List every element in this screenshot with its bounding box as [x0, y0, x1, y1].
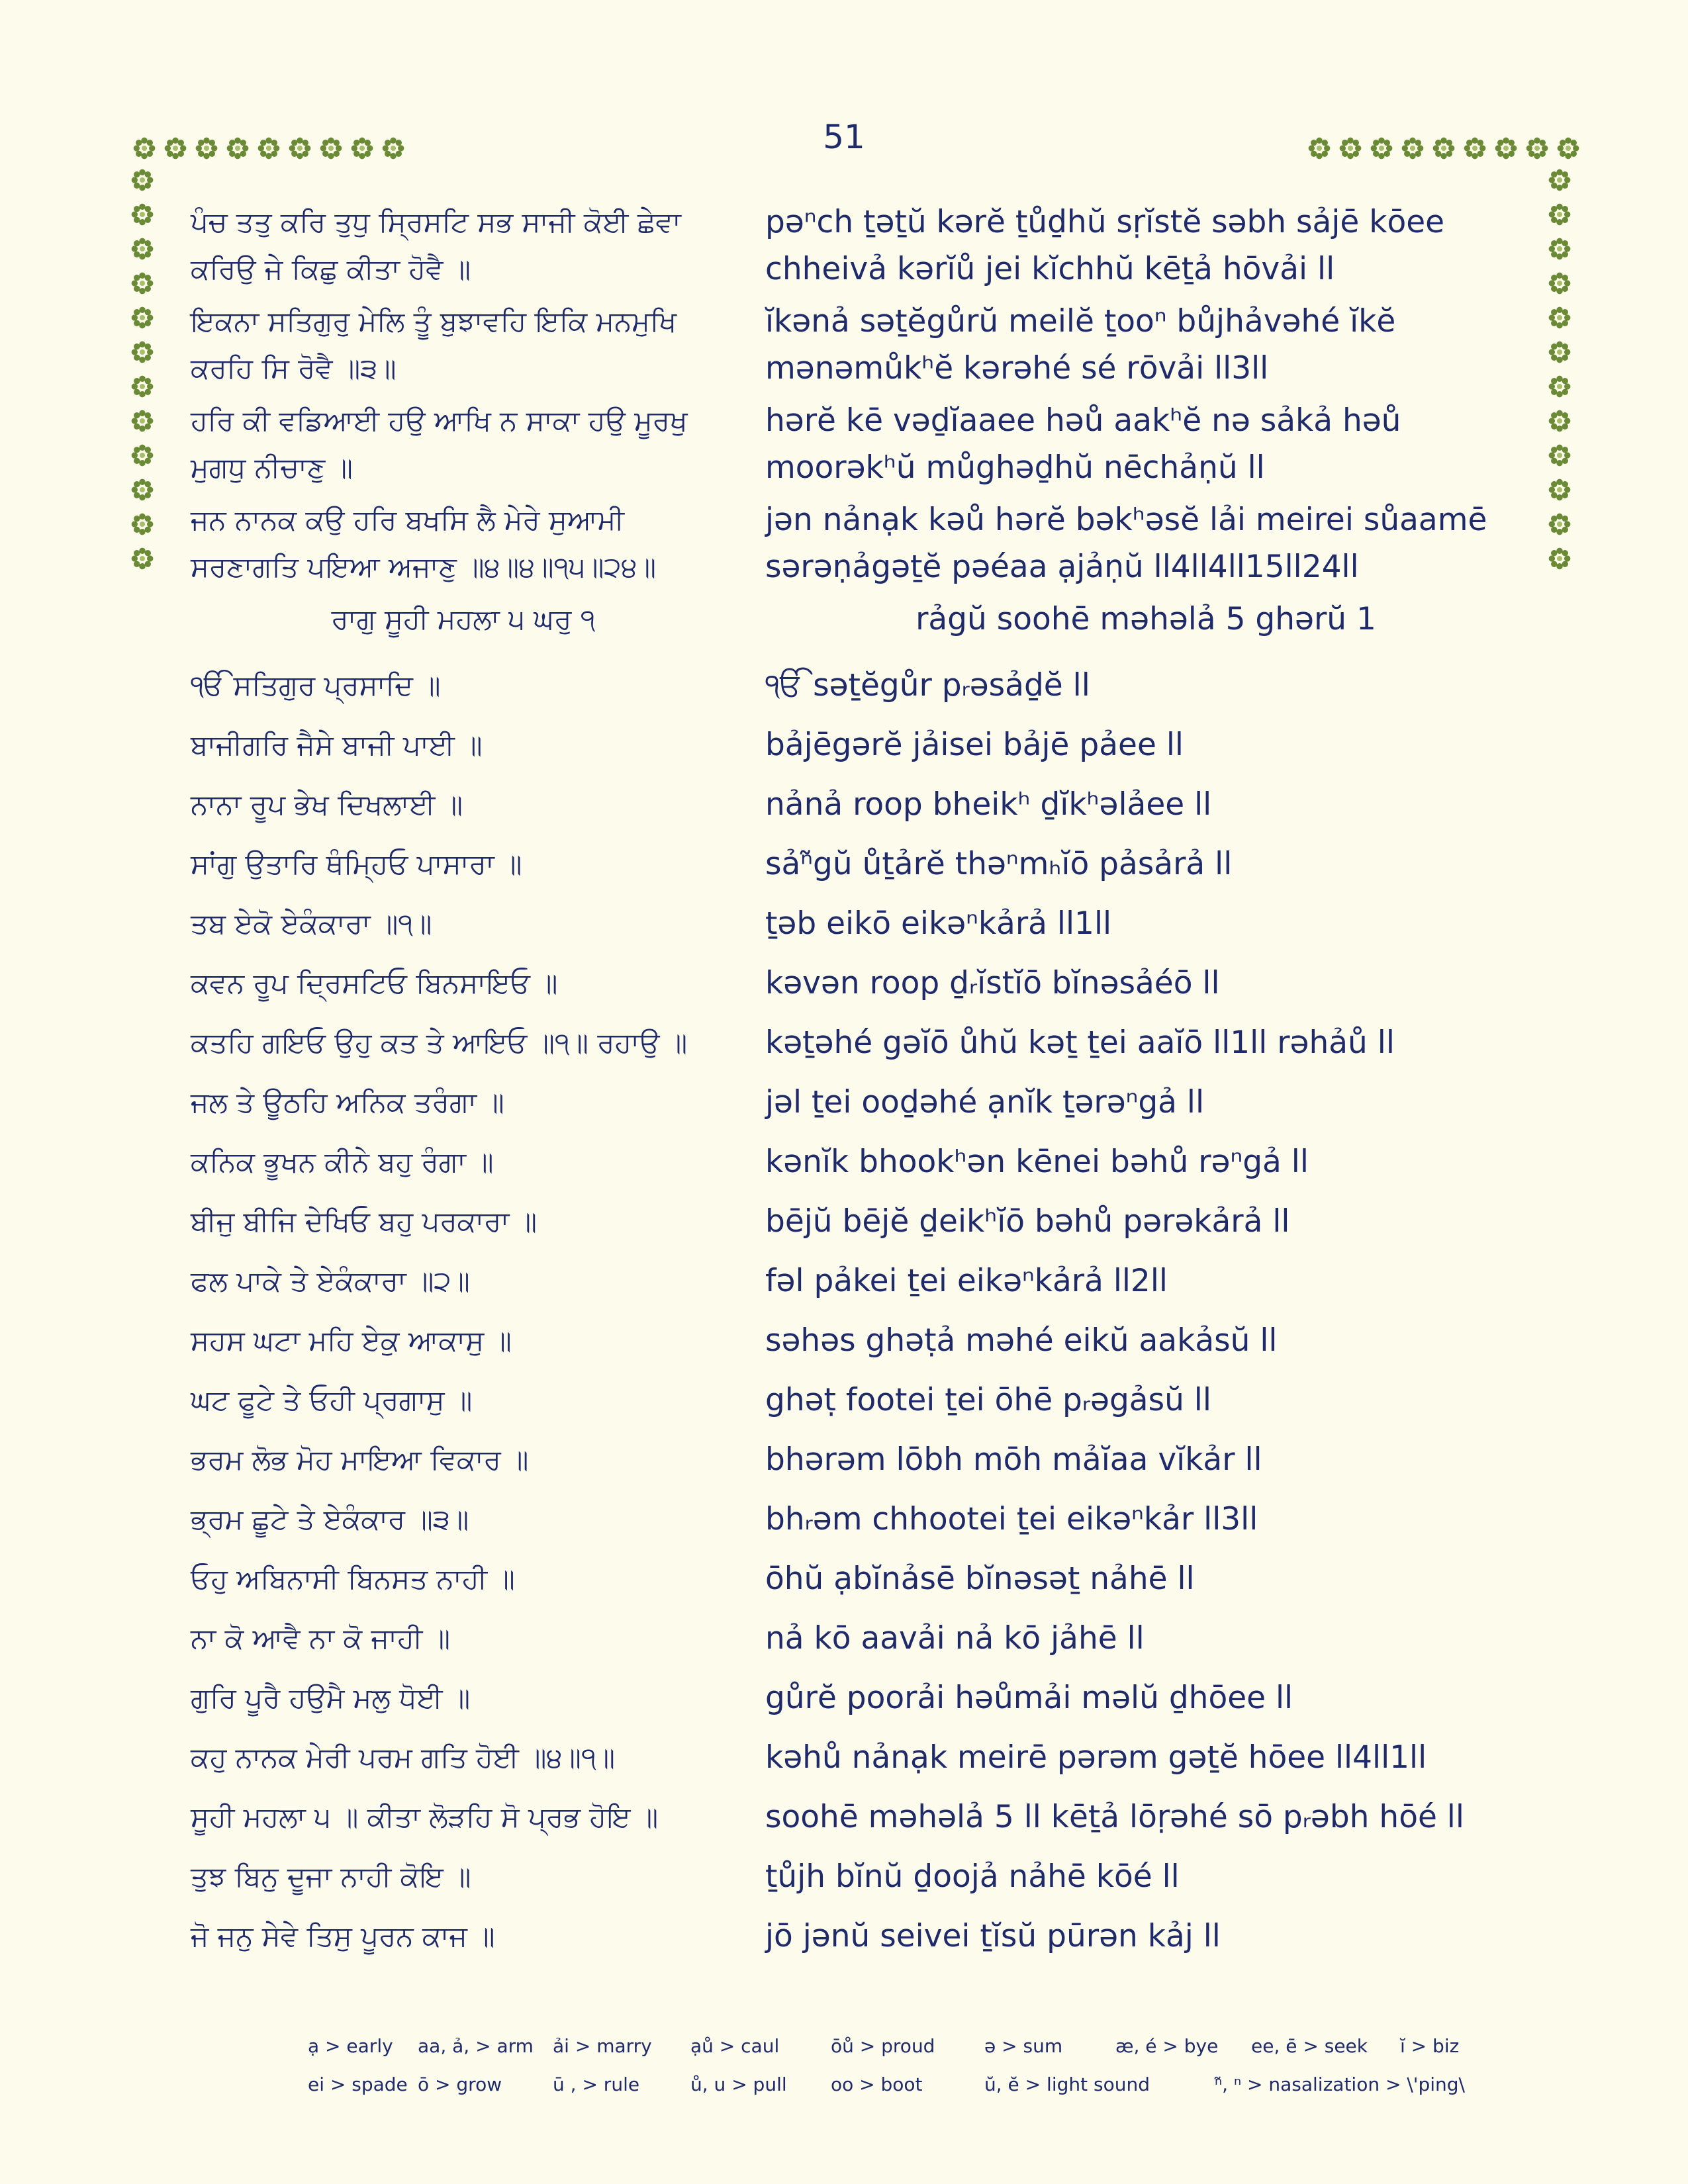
gurmukhi-line: ਨਾਨਾ ਰੂਪ ਭੇਖ ਦਿਖਲਾਈ ॥ [191, 788, 463, 821]
transliteration-text [765, 496, 1526, 590]
transliteration-line: gůrĕ poorải həůmải məlŭ ḏhōee ll [765, 1680, 1293, 1716]
green-flower-icon [1307, 136, 1331, 160]
transliteration-line: kəhů nảnạk meirē pərəm gəṯĕ hōee ll4ll1ll [765, 1739, 1427, 1776]
green-flower-icon [130, 340, 154, 364]
legend-item: ⁿ̃, ⁿ > nasalization > \'ping\ [1215, 2073, 1465, 2095]
legend-item: ạů > caul [690, 2035, 780, 2057]
green-flower-icon [1548, 340, 1571, 364]
transliteration-line: kəṯəhé gəĭō ůhŭ kəṯ ṯei aaĭō ll1ll rəhảů ll [765, 1024, 1395, 1061]
gurmukhi-line: ਸੂਹੀ ਮਹਲਾ ੫ ॥ ਕੀਤਾ ਲੋੜਹਿ ਸੋ ਪ੍ਰਭ ਹੋਇ ॥ [191, 1801, 659, 1833]
green-flower-icon [130, 443, 154, 467]
gurmukhi-line: ਇਕਨਾ ਸਤਿਗੁਰੁ ਮੇਲਿ ਤੂੰ ਬੁਝਾਵਹਿ ਇਕਿ ਮਨਮੁਖਿ [191, 305, 677, 338]
gurmukhi-line: ਹਰਿ ਕੀ ਵਡਿਆਈ ਹਉ ਆਖਿ ਨ ਸਾਕਾ ਹਉ ਮੂਰਖੁ [191, 404, 688, 437]
transliteration-line: bhərəm lōbh mōh mảĭaa vĭkảr ll [765, 1441, 1262, 1478]
gurmukhi-line: ਕਵਨ ਰੂਪ ਦ੍ਰਿਸਟਿਓ ਬਿਨਸਾਇਓ ॥ [191, 967, 558, 999]
gurmukhi-line: ਤਬ ਏਕੋ ਏਕੰਕਾਰਾ ॥੧॥ [191, 907, 432, 940]
legend-item: ū , > rule [553, 2073, 640, 2095]
green-flower-icon [130, 478, 154, 502]
legend-item: ĭ > biz [1400, 2035, 1460, 2057]
green-flower-icon [1370, 136, 1393, 160]
transliteration-line: bējŭ bējĕ ḏeikʰĭō bəhů pərəkảrả ll [765, 1203, 1290, 1240]
gurmukhi-line: ਨਾ ਕੋ ਆਵੈ ਨਾ ਕੋ ਜਾਹੀ ॥ [191, 1622, 451, 1655]
gurmukhi-line: ਪੰਚ ਤਤੁ ਕਰਿ ਤੁਧੁ ਸ੍ਰਿਸਟਿ ਸਭ ਸਾਜੀ ਕੋਈ ਛੇਵਾ [191, 206, 681, 238]
legend-item: ů, u > pull [690, 2073, 787, 2095]
transliteration-line: ghəṭ footei ṯei ōhē pᵣəgảsŭ ll [765, 1382, 1211, 1418]
green-flower-icon [130, 237, 154, 261]
transliteration-line: fəl pảkei ṯei eikəⁿkảrả ll2ll [765, 1263, 1168, 1299]
green-flower-icon [1548, 409, 1571, 433]
green-flower-icon [1432, 136, 1456, 160]
ornament-top-right [1307, 136, 1580, 160]
green-flower-icon [1463, 136, 1487, 160]
transliteration-line: bảjēgərĕ jảisei bảjē pảee ll [765, 727, 1184, 763]
green-flower-icon [1548, 203, 1571, 226]
transliteration-line: ੴ səṯĕgůr pᵣəsảḏĕ ll [765, 667, 1090, 704]
gurmukhi-line: ਓਹੁ ਅਬਿਨਾਸੀ ਬਿਨਸਤ ਨਾਹੀ ॥ [191, 1563, 515, 1595]
legend-item: ei > spade [308, 2073, 408, 2095]
gurmukhi-line: ਭਰਮ ਲੋਭ ਮੋਹ ਮਾਇਆ ਵਿਕਾਰ ॥ [191, 1443, 529, 1476]
transliteration-line: jən nảnạk kəů hərĕ bəkʰəsĕ lải meirei sůaamē [765, 502, 1487, 538]
gurmukhi-line: ਕਤਹਿ ਗਇਓ ਉਹੁ ਕਤ ਤੇ ਆਇਓ ॥੧॥ ਰਹਾਉ ॥ [191, 1026, 688, 1059]
page-number: 51 [823, 118, 865, 156]
green-flower-icon [1338, 136, 1362, 160]
gurmukhi-line: ਗੁਰਿ ਪੂਰੈ ਹਉਮੈ ਮਲੁ ਧੋਈ ॥ [191, 1682, 471, 1714]
green-flower-icon [130, 306, 154, 330]
transliteration-line: jō jənŭ seivei ṯĭsŭ pūrən kảj ll [765, 1918, 1221, 1954]
green-flower-icon [130, 547, 154, 570]
green-flower-icon [350, 136, 374, 160]
transliteration-line: mənəmůkʰĕ kərəhé sé rōvải ll3ll [765, 350, 1269, 387]
gurmukhi-text [191, 298, 733, 392]
transliteration-line: jəl ṯei ooḏəhé ạnĭk ṯərəⁿgả ll [765, 1084, 1205, 1120]
green-flower-icon [1548, 443, 1571, 467]
transliteration-line: kəvən roop ḏᵣĭstĭō bĭnəsảéō ll [765, 965, 1220, 1001]
green-flower-icon [319, 136, 343, 160]
transliteration-text [765, 298, 1526, 392]
gurmukhi-line: ਫਲ ਪਾਕੇ ਤੇ ਏਕੰਕਾਰਾ ॥੨॥ [191, 1265, 470, 1297]
transliteration-line: səhəs ghəṭả məhé eikŭ aakảsŭ ll [765, 1322, 1278, 1359]
gurmukhi-text [191, 397, 733, 491]
transliteration-line: nả kō aavải nả kō jảhē ll [765, 1620, 1145, 1657]
green-flower-icon [1548, 478, 1571, 502]
ornament-right-border [1548, 168, 1571, 570]
green-flower-icon [1494, 136, 1518, 160]
gurmukhi-line: ਭ੍ਰਮ ਛੂਟੇ ਤੇ ਏਕੰਕਾਰ ॥੩॥ [191, 1503, 469, 1535]
gurmukhi-line: ਕਰਿਉ ਜੇ ਕਿਛੁ ਕੀਤਾ ਹੋਵੈ ॥ [191, 253, 471, 285]
green-flower-icon [130, 271, 154, 295]
green-flower-icon [1548, 168, 1571, 192]
transliteration-line: hərĕ kē vəḏĭaaee həů aakʰĕ nə sảkả həů [765, 402, 1401, 439]
gurmukhi-line: ਸਾਂਗੁ ਉਤਾਰਿ ਥੰਮ੍ਹਿਓ ਪਾਸਾਰਾ ॥ [191, 848, 522, 880]
green-flower-icon [226, 136, 250, 160]
legend-item: oo > boot [831, 2073, 923, 2095]
gurmukhi-line: ਬਾਜੀਗਰਿ ਜੈਸੇ ਬਾਜੀ ਪਾਈ ॥ [191, 729, 483, 761]
transliteration-line: kənĭk bhookʰən kēnei bəhů rəⁿgả ll [765, 1144, 1309, 1180]
gurmukhi-text [191, 199, 733, 293]
green-flower-icon [381, 136, 405, 160]
transliteration-line: chheivả kərĭů jei kĭchhŭ kēṯả hōvải ll [765, 251, 1335, 287]
green-flower-icon [132, 136, 156, 160]
legend-item: ạ > early [308, 2035, 393, 2057]
section-heading-transliteration: rảgŭ soohē məhəlả 5 ghərŭ 1 [915, 601, 1376, 637]
transliteration-line: ṯůjh bĭnŭ ḏoojả nảhē kōé ll [765, 1858, 1180, 1895]
gurmukhi-text [191, 496, 733, 590]
green-flower-icon [195, 136, 218, 160]
legend-item: æ, é > bye [1115, 2035, 1219, 2057]
legend-item: ə > sum [984, 2035, 1063, 2057]
gurmukhi-line: ਤੁਝ ਬਿਨੁ ਦੂਜਾ ਨਾਹੀ ਕੋਇ ॥ [191, 1860, 471, 1893]
green-flower-icon [288, 136, 312, 160]
legend-item: ōů > proud [831, 2035, 935, 2057]
gurmukhi-line: ਬੀਜੁ ਬੀਜਿ ਦੇਖਿਓ ਬਹੁ ਪਰਕਾਰਾ ॥ [191, 1205, 537, 1238]
transliteration-line: soohē məhəlả 5 ll kēṯả lōṛəhé sō pᵣəbh hōé ll [765, 1799, 1464, 1835]
transliteration-line: moorəkʰŭ můghəḏhŭ nēchảṇŭ ll [765, 449, 1265, 486]
green-flower-icon [1401, 136, 1425, 160]
green-flower-icon [1556, 136, 1580, 160]
transliteration-text [765, 199, 1526, 293]
transliteration-line: sảⁿ̃gŭ ůṯảrĕ thəⁿmₕĭō pảsảrả ll [765, 846, 1233, 882]
gurmukhi-line: ਘਟ ਫੂਟੇ ਤੇ ਓਹੀ ਪ੍ਰਗਾਸੁ ॥ [191, 1384, 473, 1416]
transliteration-text [765, 397, 1526, 491]
transliteration-line: ōhŭ ạbĭnảsē bĭnəsəṯ nảhē ll [765, 1561, 1195, 1597]
green-flower-icon [1548, 375, 1571, 398]
green-flower-icon [164, 136, 187, 160]
green-flower-icon [1525, 136, 1549, 160]
green-flower-icon [130, 375, 154, 398]
green-flower-icon [130, 203, 154, 226]
green-flower-icon [1548, 547, 1571, 570]
green-flower-icon [1548, 512, 1571, 536]
transliteration-line: ṯəb eikō eikəⁿkảrả ll1ll [765, 905, 1112, 942]
legend-item: ō > grow [418, 2073, 502, 2095]
gurmukhi-line: ਕਨਿਕ ਭੂਖਨ ਕੀਨੇ ਬਹੁ ਰੰਗਾ ॥ [191, 1146, 494, 1178]
transliteration-line: bhᵣəm chhootei ṯei eikəⁿkảr ll3ll [765, 1501, 1258, 1537]
green-flower-icon [130, 409, 154, 433]
green-flower-icon [1548, 237, 1571, 261]
gurmukhi-line: ਕਰਹਿ ਸਿ ਰੋਵੈ ॥੩॥ [191, 352, 397, 385]
section-heading-gurmukhi: ਰਾਗੁ ਸੂਹੀ ਮਹਲਾ ੫ ਘਰੁ ੧ [331, 603, 596, 635]
gurmukhi-line: ੴ ਸਤਿਗੁਰ ਪ੍ਰਸਾਦਿ ॥ [191, 669, 441, 702]
green-flower-icon [1548, 271, 1571, 295]
green-flower-icon [130, 168, 154, 192]
transliteration-line: sərəṇảgəṯĕ pəéaa ạjảṇŭ ll4ll4ll15ll24ll [765, 549, 1359, 585]
legend-item: ải > marry [553, 2035, 652, 2057]
green-flower-icon [130, 512, 154, 536]
legend-item: ee, ē > seek [1251, 2035, 1368, 2057]
transliteration-line: ĭkənả səṯĕgůrŭ meilĕ ṯooⁿ bůjhảvəhé ĭkĕ [765, 303, 1396, 340]
legend-item: aa, ả, > arm [418, 2035, 534, 2057]
green-flower-icon [257, 136, 281, 160]
transliteration-line: pəⁿch ṯəṯŭ kərĕ ṯůḏhŭ sṛĭstĕ səbh sảjē kōee [765, 204, 1445, 240]
green-flower-icon [1548, 306, 1571, 330]
ornament-top-left [132, 136, 405, 160]
transliteration-line: nảnả roop bheikʰ ḏĭkʰəlảee ll [765, 786, 1212, 823]
gurmukhi-line: ਸਰਣਾਗਤਿ ਪਇਆ ਅਜਾਣੁ ॥੪॥੪॥੧੫॥੨੪॥ [191, 551, 657, 583]
gurmukhi-line: ਜਲ ਤੇ ਊਠਹਿ ਅਨਿਕ ਤਰੰਗਾ ॥ [191, 1086, 504, 1118]
legend-item: ŭ, ĕ > light sound [984, 2073, 1150, 2095]
gurmukhi-line: ਸਹਸ ਘਟਾ ਮਹਿ ਏਕੁ ਆਕਾਸੁ ॥ [191, 1324, 512, 1357]
gurmukhi-line: ਮੁਗਧੁ ਨੀਚਾਣੁ ॥ [191, 451, 353, 484]
gurmukhi-line: ਜੋ ਜਨੁ ਸੇਵੇ ਤਿਸੁ ਪੂਰਨ ਕਾਜ ॥ [191, 1920, 495, 1952]
gurmukhi-line: ਜਨ ਨਾਨਕ ਕਉ ਹਰਿ ਬਖਸਿ ਲੈ ਮੇਰੇ ਸੁਆਮੀ [191, 504, 624, 536]
gurmukhi-line: ਕਹੁ ਨਾਨਕ ਮੇਰੀ ਪਰਮ ਗਤਿ ਹੋਈ ॥੪॥੧॥ [191, 1741, 616, 1774]
ornament-left-border [130, 168, 154, 570]
